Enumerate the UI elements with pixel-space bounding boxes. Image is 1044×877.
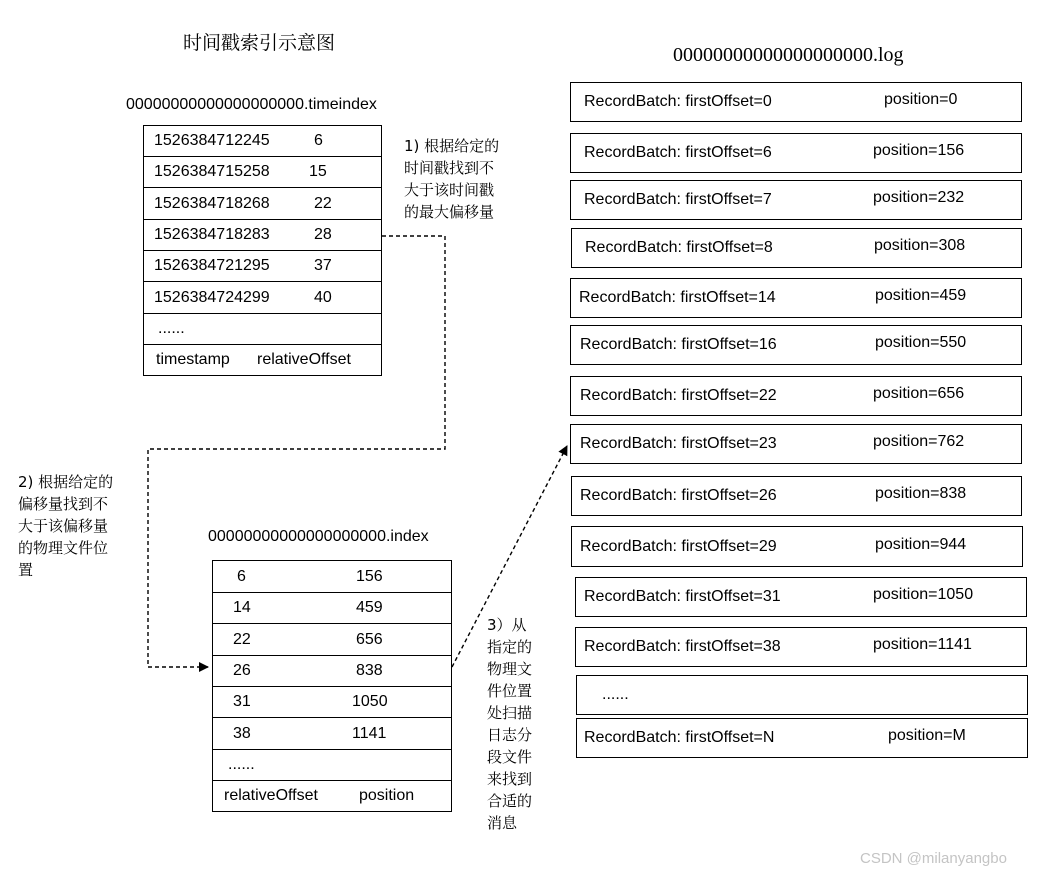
record-batch-position: position=308 <box>874 237 966 255</box>
timestamp-cell: 1526384712245 <box>154 132 270 149</box>
record-batch-position: position=838 <box>875 485 967 503</box>
step1-note: 1) 根据给定的 时间戳找到不 大于该时间戳 的最大偏移量 <box>404 137 500 221</box>
record-batch-label: ...... <box>602 686 629 703</box>
position-cell: 1141 <box>352 724 387 742</box>
record-batch-position: position=459 <box>875 287 967 305</box>
position-cell: 459 <box>356 599 383 616</box>
column-label: timestamp <box>156 351 230 368</box>
step3-note: 3）从 指定的 物理文 件位置 处扫描 日志分 段文件 来找到 合适的 消息 <box>487 616 533 832</box>
timeindex-filename: 00000000000000000000.timeindex <box>126 96 377 113</box>
record-batch-label: RecordBatch: firstOffset=8 <box>585 239 773 256</box>
position-cell: 156 <box>356 567 383 585</box>
timestamp-cell: 1526384715258 <box>154 163 270 180</box>
record-batch-label: RecordBatch: firstOffset=22 <box>580 387 777 404</box>
log-filename: 00000000000000000000.log <box>673 44 904 66</box>
column-label: relativeOffset <box>224 787 318 804</box>
record-batch-position: position=550 <box>875 334 967 352</box>
timestamp-cell: 1526384718268 <box>154 194 270 212</box>
record-batch-label: RecordBatch: firstOffset=N <box>584 729 775 746</box>
watermark: CSDN @milanyangbo <box>860 850 1007 867</box>
offset-cell: 26 <box>233 662 251 679</box>
diagram-title: 时间戳索引示意图 <box>183 32 336 54</box>
record-batch-position: position=656 <box>873 385 965 403</box>
record-batch-label: RecordBatch: firstOffset=16 <box>580 336 777 353</box>
record-batch-label: RecordBatch: firstOffset=29 <box>580 537 777 555</box>
record-batch-label: RecordBatch: firstOffset=6 <box>584 144 772 161</box>
position-cell: 838 <box>356 662 383 679</box>
timeindex-to-index-connector <box>148 236 445 667</box>
record-batch-label: RecordBatch: firstOffset=14 <box>579 289 776 306</box>
offset-cell: 15 <box>309 163 327 180</box>
offset-cell: 6 <box>237 567 246 585</box>
position-cell: 656 <box>356 630 383 648</box>
record-batch-position: position=0 <box>884 91 958 109</box>
record-batch-label: RecordBatch: firstOffset=26 <box>580 487 777 504</box>
offset-cell: 37 <box>314 257 332 274</box>
offset-cell: 38 <box>233 724 251 742</box>
offset-cell: 22 <box>314 194 332 212</box>
offset-cell: 40 <box>314 288 332 306</box>
timestamp-cell: 1526384724299 <box>154 288 270 306</box>
record-batch-label: RecordBatch: firstOffset=23 <box>580 435 777 452</box>
record-batch-position: position=1050 <box>873 586 974 604</box>
column-label: relativeOffset <box>257 351 351 368</box>
offset-cell: 28 <box>314 226 332 243</box>
position-cell: 1050 <box>352 693 388 710</box>
record-batch-label: RecordBatch: firstOffset=7 <box>584 191 772 208</box>
timestamp-cell: 1526384718283 <box>154 226 270 243</box>
offset-cell: 14 <box>233 599 251 616</box>
record-batch-label: RecordBatch: firstOffset=38 <box>584 638 781 655</box>
index-to-log-connector <box>452 446 567 667</box>
record-batch-position: position=944 <box>875 535 967 553</box>
record-batch-position: position=1141 <box>873 636 972 654</box>
ellipsis-cell: ...... <box>158 320 185 337</box>
record-batch-position: position=762 <box>873 433 965 451</box>
index-filename: 00000000000000000000.index <box>208 528 429 545</box>
record-batch-position: position=156 <box>873 142 965 160</box>
step2-note: 2) 根据给定的 偏移量找到不 大于该偏移量 的物理文件位 置 <box>18 473 114 579</box>
ellipsis-cell: ...... <box>228 756 255 773</box>
record-batch-position: position=M <box>888 727 966 745</box>
offset-cell: 31 <box>233 693 251 710</box>
offset-cell: 6 <box>314 132 323 149</box>
column-label: position <box>359 787 415 804</box>
record-batch-label: RecordBatch: firstOffset=0 <box>584 93 772 110</box>
timestamp-cell: 1526384721295 <box>154 257 270 274</box>
offset-cell: 22 <box>233 630 251 648</box>
record-batch-position: position=232 <box>873 189 965 207</box>
record-batch-label: RecordBatch: firstOffset=31 <box>584 588 781 605</box>
